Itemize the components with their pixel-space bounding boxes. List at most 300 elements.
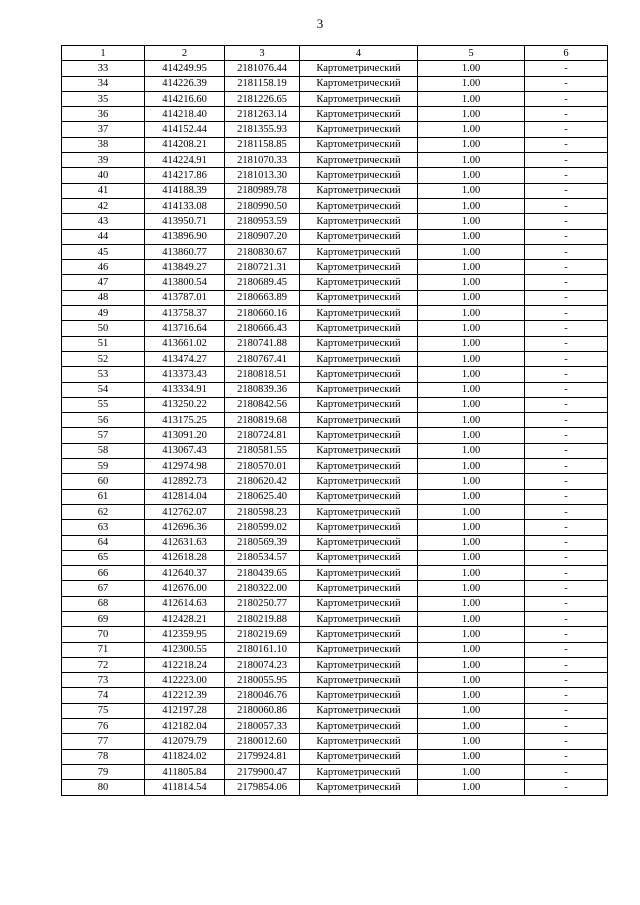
table-row	[62, 260, 608, 275]
accuracy-cell: 1.00	[418, 535, 525, 550]
table-row	[62, 642, 608, 657]
point-number-cell: 70	[62, 627, 145, 642]
table-row	[62, 657, 608, 672]
method-cell: Картометрический	[300, 336, 418, 351]
x-coordinate-cell: 413950.71	[145, 214, 225, 229]
method-cell: Картометрический	[300, 397, 418, 412]
x-coordinate-cell: 412428.21	[145, 611, 225, 626]
x-coordinate-cell: 413716.64	[145, 321, 225, 336]
x-coordinate-cell: 414218.40	[145, 107, 225, 122]
x-coordinate-cell: 413175.25	[145, 413, 225, 428]
y-coordinate-cell: 2181070.33	[225, 153, 300, 168]
accuracy-cell: 1.00	[418, 61, 525, 76]
x-coordinate-cell: 413800.54	[145, 275, 225, 290]
x-coordinate-cell: 413474.27	[145, 351, 225, 366]
note-cell: -	[525, 275, 608, 290]
y-coordinate-cell: 2180534.57	[225, 550, 300, 565]
accuracy-cell: 1.00	[418, 244, 525, 259]
point-number-cell: 41	[62, 183, 145, 198]
x-coordinate-cell: 412218.24	[145, 657, 225, 672]
x-coordinate-cell: 413787.01	[145, 290, 225, 305]
accuracy-cell: 1.00	[418, 336, 525, 351]
point-number-cell: 33	[62, 61, 145, 76]
accuracy-cell: 1.00	[418, 306, 525, 321]
point-number-cell: 79	[62, 764, 145, 779]
x-coordinate-cell: 412814.04	[145, 489, 225, 504]
column-header: 3	[225, 46, 300, 61]
x-coordinate-cell: 412640.37	[145, 566, 225, 581]
table-row	[62, 413, 608, 428]
y-coordinate-cell: 2180581.55	[225, 443, 300, 458]
table-row	[62, 321, 608, 336]
table-row	[62, 107, 608, 122]
x-coordinate-cell: 413661.02	[145, 336, 225, 351]
note-cell: -	[525, 474, 608, 489]
accuracy-cell: 1.00	[418, 474, 525, 489]
method-cell: Картометрический	[300, 611, 418, 626]
point-number-cell: 62	[62, 504, 145, 519]
table-row	[62, 168, 608, 183]
note-cell: -	[525, 780, 608, 795]
note-cell: -	[525, 198, 608, 213]
x-coordinate-cell: 414216.60	[145, 91, 225, 106]
x-coordinate-cell: 413091.20	[145, 428, 225, 443]
method-cell: Картометрический	[300, 198, 418, 213]
note-cell: -	[525, 306, 608, 321]
method-cell: Картометрический	[300, 428, 418, 443]
method-cell: Картометрический	[300, 596, 418, 611]
note-cell: -	[525, 61, 608, 76]
method-cell: Картометрический	[300, 520, 418, 535]
y-coordinate-cell: 2180842.56	[225, 397, 300, 412]
page-number: 3	[316, 16, 324, 31]
point-number-cell: 44	[62, 229, 145, 244]
x-coordinate-cell: 412223.00	[145, 673, 225, 688]
y-coordinate-cell: 2180741.88	[225, 336, 300, 351]
y-coordinate-cell: 2180660.16	[225, 306, 300, 321]
note-cell: -	[525, 413, 608, 428]
note-cell: -	[525, 76, 608, 91]
method-cell: Картометрический	[300, 244, 418, 259]
y-coordinate-cell: 2180818.51	[225, 367, 300, 382]
y-coordinate-cell: 2180219.88	[225, 611, 300, 626]
point-number-cell: 75	[62, 703, 145, 718]
note-cell: -	[525, 688, 608, 703]
method-cell: Картометрический	[300, 351, 418, 366]
x-coordinate-cell: 412182.04	[145, 719, 225, 734]
note-cell: -	[525, 611, 608, 626]
y-coordinate-cell: 2180046.76	[225, 688, 300, 703]
accuracy-cell: 1.00	[418, 137, 525, 152]
accuracy-cell: 1.00	[418, 489, 525, 504]
point-number-cell: 73	[62, 673, 145, 688]
column-header: 6	[525, 46, 608, 61]
y-coordinate-cell: 2181076.44	[225, 61, 300, 76]
method-cell: Картометрический	[300, 749, 418, 764]
accuracy-cell: 1.00	[418, 780, 525, 795]
point-number-cell: 52	[62, 351, 145, 366]
accuracy-cell: 1.00	[418, 627, 525, 642]
y-coordinate-cell: 2180322.00	[225, 581, 300, 596]
point-number-cell: 78	[62, 749, 145, 764]
note-cell: -	[525, 642, 608, 657]
point-number-cell: 57	[62, 428, 145, 443]
method-cell: Картометрический	[300, 734, 418, 749]
accuracy-cell: 1.00	[418, 611, 525, 626]
table-row	[62, 566, 608, 581]
table-row	[62, 367, 608, 382]
table-row	[62, 91, 608, 106]
method-cell: Картометрический	[300, 260, 418, 275]
method-cell: Картометрический	[300, 91, 418, 106]
table-row	[62, 122, 608, 137]
table-row	[62, 306, 608, 321]
note-cell: -	[525, 244, 608, 259]
accuracy-cell: 1.00	[418, 214, 525, 229]
x-coordinate-cell: 413334.91	[145, 382, 225, 397]
note-cell: -	[525, 719, 608, 734]
y-coordinate-cell: 2180819.68	[225, 413, 300, 428]
method-cell: Картометрический	[300, 153, 418, 168]
y-coordinate-cell: 2180620.42	[225, 474, 300, 489]
table-row	[62, 137, 608, 152]
method-cell: Картометрический	[300, 504, 418, 519]
note-cell: -	[525, 214, 608, 229]
table-row	[62, 504, 608, 519]
coordinates-table	[61, 45, 608, 796]
y-coordinate-cell: 2181226.65	[225, 91, 300, 106]
y-coordinate-cell: 2180625.40	[225, 489, 300, 504]
table-row	[62, 443, 608, 458]
note-cell: -	[525, 397, 608, 412]
accuracy-cell: 1.00	[418, 657, 525, 672]
note-cell: -	[525, 91, 608, 106]
method-cell: Картометрический	[300, 382, 418, 397]
x-coordinate-cell: 413758.37	[145, 306, 225, 321]
note-cell: -	[525, 764, 608, 779]
table-row	[62, 535, 608, 550]
note-cell: -	[525, 673, 608, 688]
accuracy-cell: 1.00	[418, 764, 525, 779]
point-number-cell: 51	[62, 336, 145, 351]
note-cell: -	[525, 596, 608, 611]
note-cell: -	[525, 520, 608, 535]
y-coordinate-cell: 2181158.85	[225, 137, 300, 152]
note-cell: -	[525, 504, 608, 519]
y-coordinate-cell: 2179854.06	[225, 780, 300, 795]
method-cell: Картометрический	[300, 183, 418, 198]
note-cell: -	[525, 489, 608, 504]
accuracy-cell: 1.00	[418, 382, 525, 397]
x-coordinate-cell: 414224.91	[145, 153, 225, 168]
accuracy-cell: 1.00	[418, 260, 525, 275]
column-header: 2	[145, 46, 225, 61]
point-number-cell: 67	[62, 581, 145, 596]
point-number-cell: 74	[62, 688, 145, 703]
accuracy-cell: 1.00	[418, 290, 525, 305]
point-number-cell: 71	[62, 642, 145, 657]
note-cell: -	[525, 428, 608, 443]
table-row	[62, 474, 608, 489]
table-row	[62, 581, 608, 596]
column-header: 4	[300, 46, 418, 61]
note-cell: -	[525, 382, 608, 397]
y-coordinate-cell: 2181013.30	[225, 168, 300, 183]
y-coordinate-cell: 2180724.81	[225, 428, 300, 443]
accuracy-cell: 1.00	[418, 719, 525, 734]
x-coordinate-cell: 412614.63	[145, 596, 225, 611]
y-coordinate-cell: 2180057.33	[225, 719, 300, 734]
method-cell: Картометрический	[300, 642, 418, 657]
x-coordinate-cell: 412212.39	[145, 688, 225, 703]
point-number-cell: 60	[62, 474, 145, 489]
accuracy-cell: 1.00	[418, 703, 525, 718]
accuracy-cell: 1.00	[418, 581, 525, 596]
x-coordinate-cell: 412618.28	[145, 550, 225, 565]
accuracy-cell: 1.00	[418, 107, 525, 122]
table-row	[62, 673, 608, 688]
point-number-cell: 46	[62, 260, 145, 275]
point-number-cell: 68	[62, 596, 145, 611]
x-coordinate-cell: 412631.63	[145, 535, 225, 550]
method-cell: Картометрический	[300, 443, 418, 458]
x-coordinate-cell: 412359.95	[145, 627, 225, 642]
x-coordinate-cell: 411805.84	[145, 764, 225, 779]
method-cell: Картометрический	[300, 535, 418, 550]
x-coordinate-cell: 413373.43	[145, 367, 225, 382]
method-cell: Картометрический	[300, 107, 418, 122]
point-number-cell: 53	[62, 367, 145, 382]
accuracy-cell: 1.00	[418, 153, 525, 168]
y-coordinate-cell: 2180907.20	[225, 229, 300, 244]
table-row	[62, 214, 608, 229]
table-row	[62, 397, 608, 412]
note-cell: -	[525, 703, 608, 718]
note-cell: -	[525, 122, 608, 137]
column-header: 5	[418, 46, 525, 61]
note-cell: -	[525, 351, 608, 366]
point-number-cell: 35	[62, 91, 145, 106]
x-coordinate-cell: 411814.54	[145, 780, 225, 795]
y-coordinate-cell: 2180767.41	[225, 351, 300, 366]
method-cell: Картометрический	[300, 306, 418, 321]
y-coordinate-cell: 2180161.10	[225, 642, 300, 657]
note-cell: -	[525, 183, 608, 198]
accuracy-cell: 1.00	[418, 397, 525, 412]
x-coordinate-cell: 412197.28	[145, 703, 225, 718]
accuracy-cell: 1.00	[418, 168, 525, 183]
x-coordinate-cell: 413067.43	[145, 443, 225, 458]
note-cell: -	[525, 459, 608, 474]
point-number-cell: 42	[62, 198, 145, 213]
point-number-cell: 37	[62, 122, 145, 137]
accuracy-cell: 1.00	[418, 596, 525, 611]
y-coordinate-cell: 2180721.31	[225, 260, 300, 275]
table-row	[62, 198, 608, 213]
table-row	[62, 520, 608, 535]
method-cell: Картометрический	[300, 489, 418, 504]
point-number-cell: 36	[62, 107, 145, 122]
note-cell: -	[525, 734, 608, 749]
method-cell: Картометрический	[300, 321, 418, 336]
accuracy-cell: 1.00	[418, 229, 525, 244]
note-cell: -	[525, 550, 608, 565]
method-cell: Картометрический	[300, 780, 418, 795]
table-row	[62, 596, 608, 611]
table-row	[62, 183, 608, 198]
y-coordinate-cell: 2179900.47	[225, 764, 300, 779]
x-coordinate-cell: 412696.36	[145, 520, 225, 535]
method-cell: Картометрический	[300, 275, 418, 290]
point-number-cell: 69	[62, 611, 145, 626]
note-cell: -	[525, 627, 608, 642]
method-cell: Картометрический	[300, 137, 418, 152]
accuracy-cell: 1.00	[418, 351, 525, 366]
x-coordinate-cell: 412762.07	[145, 504, 225, 519]
accuracy-cell: 1.00	[418, 321, 525, 336]
x-coordinate-cell: 414217.86	[145, 168, 225, 183]
point-number-cell: 58	[62, 443, 145, 458]
table-row	[62, 229, 608, 244]
y-coordinate-cell: 2180250.77	[225, 596, 300, 611]
note-cell: -	[525, 290, 608, 305]
y-coordinate-cell: 2180012.60	[225, 734, 300, 749]
method-cell: Картометрический	[300, 657, 418, 672]
accuracy-cell: 1.00	[418, 413, 525, 428]
y-coordinate-cell: 2180569.39	[225, 535, 300, 550]
point-number-cell: 56	[62, 413, 145, 428]
accuracy-cell: 1.00	[418, 428, 525, 443]
table-row	[62, 61, 608, 76]
method-cell: Картометрический	[300, 229, 418, 244]
method-cell: Картометрический	[300, 61, 418, 76]
method-cell: Картометрический	[300, 703, 418, 718]
y-coordinate-cell: 2180599.02	[225, 520, 300, 535]
accuracy-cell: 1.00	[418, 566, 525, 581]
point-number-cell: 64	[62, 535, 145, 550]
method-cell: Картометрический	[300, 474, 418, 489]
note-cell: -	[525, 581, 608, 596]
note-cell: -	[525, 336, 608, 351]
note-cell: -	[525, 321, 608, 336]
point-number-cell: 48	[62, 290, 145, 305]
note-cell: -	[525, 566, 608, 581]
x-coordinate-cell: 412892.73	[145, 474, 225, 489]
method-cell: Картометрический	[300, 764, 418, 779]
x-coordinate-cell: 412676.00	[145, 581, 225, 596]
accuracy-cell: 1.00	[418, 734, 525, 749]
table-row	[62, 780, 608, 795]
point-number-cell: 40	[62, 168, 145, 183]
method-cell: Картометрический	[300, 168, 418, 183]
point-number-cell: 76	[62, 719, 145, 734]
y-coordinate-cell: 2180570.01	[225, 459, 300, 474]
table-row	[62, 489, 608, 504]
method-cell: Картометрический	[300, 581, 418, 596]
y-coordinate-cell: 2180060.86	[225, 703, 300, 718]
note-cell: -	[525, 535, 608, 550]
point-number-cell: 38	[62, 137, 145, 152]
note-cell: -	[525, 168, 608, 183]
x-coordinate-cell: 413849.27	[145, 260, 225, 275]
table-row	[62, 382, 608, 397]
point-number-cell: 34	[62, 76, 145, 91]
method-cell: Картометрический	[300, 290, 418, 305]
point-number-cell: 43	[62, 214, 145, 229]
y-coordinate-cell: 2180598.23	[225, 504, 300, 519]
accuracy-cell: 1.00	[418, 198, 525, 213]
accuracy-cell: 1.00	[418, 443, 525, 458]
accuracy-cell: 1.00	[418, 183, 525, 198]
table-row	[62, 734, 608, 749]
table-row	[62, 688, 608, 703]
method-cell: Картометрический	[300, 413, 418, 428]
accuracy-cell: 1.00	[418, 76, 525, 91]
x-coordinate-cell: 413896.90	[145, 229, 225, 244]
x-coordinate-cell: 411824.02	[145, 749, 225, 764]
point-number-cell: 80	[62, 780, 145, 795]
x-coordinate-cell: 412974.98	[145, 459, 225, 474]
method-cell: Картометрический	[300, 719, 418, 734]
accuracy-cell: 1.00	[418, 504, 525, 519]
note-cell: -	[525, 657, 608, 672]
x-coordinate-cell: 413860.77	[145, 244, 225, 259]
method-cell: Картометрический	[300, 214, 418, 229]
note-cell: -	[525, 137, 608, 152]
accuracy-cell: 1.00	[418, 91, 525, 106]
y-coordinate-cell: 2180666.43	[225, 321, 300, 336]
x-coordinate-cell: 414226.39	[145, 76, 225, 91]
table-row	[62, 275, 608, 290]
y-coordinate-cell: 2180689.45	[225, 275, 300, 290]
method-cell: Картометрический	[300, 673, 418, 688]
x-coordinate-cell: 414152.44	[145, 122, 225, 137]
method-cell: Картометрический	[300, 459, 418, 474]
x-coordinate-cell: 413250.22	[145, 397, 225, 412]
point-number-cell: 59	[62, 459, 145, 474]
table-row	[62, 336, 608, 351]
y-coordinate-cell: 2180219.69	[225, 627, 300, 642]
point-number-cell: 49	[62, 306, 145, 321]
y-coordinate-cell: 2181355.93	[225, 122, 300, 137]
table-row	[62, 351, 608, 366]
y-coordinate-cell: 2180663.89	[225, 290, 300, 305]
method-cell: Картометрический	[300, 367, 418, 382]
method-cell: Картометрический	[300, 122, 418, 137]
point-number-cell: 39	[62, 153, 145, 168]
table-row	[62, 611, 608, 626]
y-coordinate-cell: 2180439.65	[225, 566, 300, 581]
accuracy-cell: 1.00	[418, 459, 525, 474]
point-number-cell: 45	[62, 244, 145, 259]
note-cell: -	[525, 107, 608, 122]
x-coordinate-cell: 414188.39	[145, 183, 225, 198]
accuracy-cell: 1.00	[418, 749, 525, 764]
y-coordinate-cell: 2180989.78	[225, 183, 300, 198]
x-coordinate-cell: 414133.08	[145, 198, 225, 213]
point-number-cell: 50	[62, 321, 145, 336]
point-number-cell: 63	[62, 520, 145, 535]
x-coordinate-cell: 412300.55	[145, 642, 225, 657]
y-coordinate-cell: 2179924.81	[225, 749, 300, 764]
note-cell: -	[525, 229, 608, 244]
method-cell: Картометрический	[300, 627, 418, 642]
point-number-cell: 61	[62, 489, 145, 504]
note-cell: -	[525, 260, 608, 275]
accuracy-cell: 1.00	[418, 550, 525, 565]
table-row	[62, 459, 608, 474]
method-cell: Картометрический	[300, 550, 418, 565]
